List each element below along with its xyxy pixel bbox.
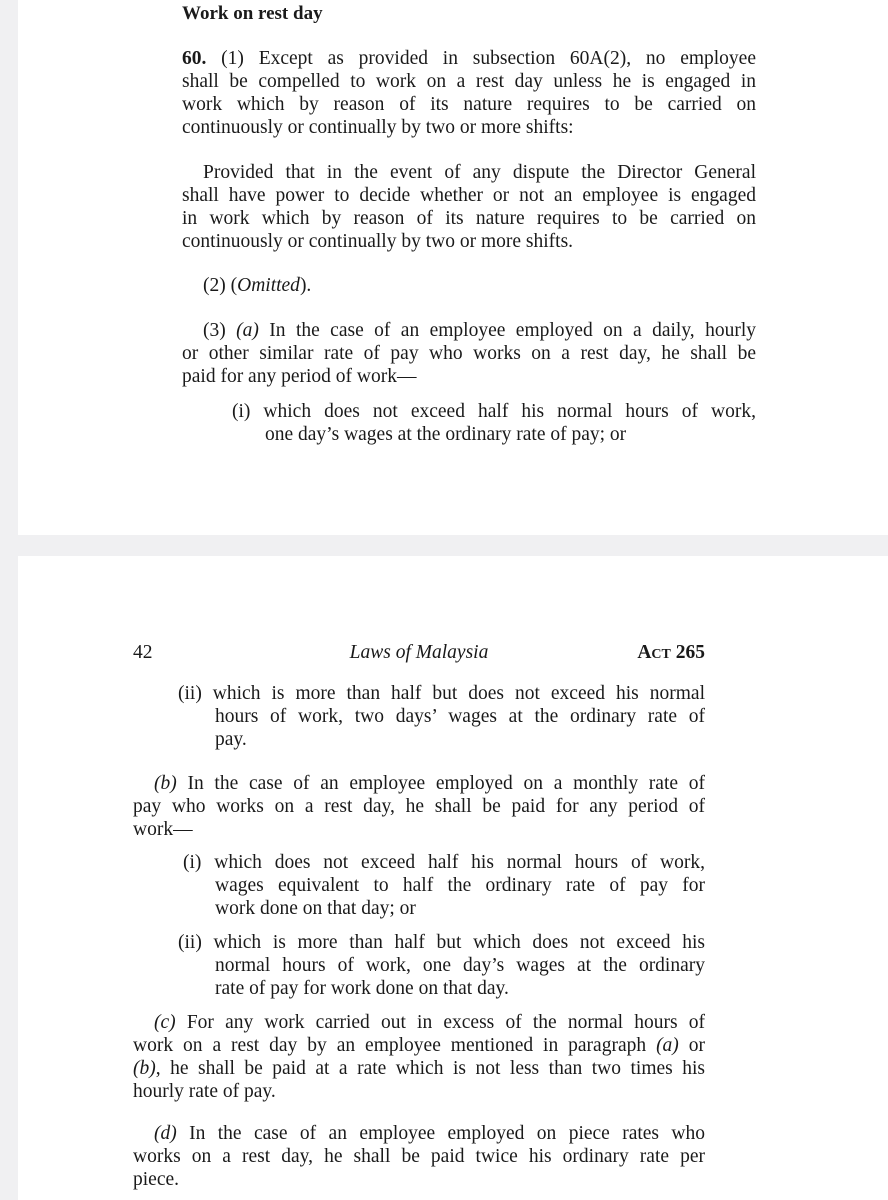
section-heading-text: Work on rest day	[182, 3, 323, 24]
subparagraph-b-i-line-3: work done on that day; or	[215, 898, 416, 919]
para-d-label: (d)	[154, 1123, 177, 1144]
section-number: 60.	[182, 48, 207, 69]
proviso-line-3: in work which by reason of its nature requires to be carried on	[182, 208, 756, 229]
subparagraph-b-ii-line-1: (ii) which is more than half but which does not exceed his	[178, 932, 705, 953]
act-number: Act 265	[637, 642, 705, 663]
para-d-text: In the case of an employee employed on piece rates who	[176, 1123, 705, 1144]
subparagraph-a-ii-line-3: pay.	[215, 729, 247, 750]
subparagraph-b-i-line-1: (i) which does not exceed half his normal hours of work,	[183, 852, 705, 873]
p3-text: In the case of an employee employed on a daily, hourly	[258, 320, 756, 341]
paragraph-b-line-2: pay who works on a rest day, he shall be paid for any period of	[133, 796, 705, 817]
p1-text-b: (2), no employee	[603, 48, 756, 69]
subsection-3a-line-2: or other similar rate of pay who works on a rest day, he shall be	[182, 343, 756, 364]
paragraph-b-line-1	[154, 773, 705, 795]
proviso-line-4: continuously or continually by two or more shifts.	[182, 231, 574, 252]
subsection-1-line-1	[182, 48, 756, 70]
para-c-text: For any work carried out in excess of the normal hours of	[175, 1012, 705, 1033]
paragraph-d-line-2: works on a rest day, he shall be paid twice his ordinary rate per	[133, 1146, 705, 1167]
p1-text-a: (1) Except as provided in subsection 60	[221, 48, 590, 69]
p2-omitted: Omitted	[237, 275, 300, 296]
para-b-label: (b)	[154, 773, 177, 794]
paragraph-c-line-1	[154, 1012, 705, 1034]
subsection-3a-line-1	[203, 320, 756, 342]
subparagraph-a-ii-line-1: (ii) which is more than half but does not exceed his normal	[178, 683, 705, 704]
para-c-text-3: , he shall be paid at a rate which is not less than two times his	[155, 1058, 705, 1079]
paragraph-b-line-3: work—	[133, 819, 193, 840]
subparagraph-a-i-line-2: one day’s wages at the ordinary rate of pay; or	[265, 424, 627, 445]
p2-close: ).	[299, 275, 312, 296]
subsection-1-line-3: work which by reason of its nature requires to be carried on	[182, 94, 756, 115]
subparagraph-b-ii-line-2: normal hours of work, one day’s wages at the ordinary	[215, 955, 705, 976]
paragraph-c-line-4: hourly rate of pay.	[133, 1081, 276, 1102]
p1-subsection-letter: A	[589, 48, 604, 69]
running-title: Laws of Malaysia	[349, 642, 489, 663]
paragraph-d-line-1	[154, 1123, 705, 1145]
p3-number: (3)	[203, 320, 237, 341]
subsection-3a-line-3: paid for any period of work—	[182, 366, 417, 387]
page-number: 42	[133, 642, 153, 663]
subparagraph-a-ii-line-2: hours of work, two days’ wages at the ordinary rate of	[215, 706, 705, 727]
paragraph-c-line-2	[133, 1035, 705, 1057]
para-c-ref-a: (a)	[656, 1035, 679, 1056]
paragraph-c-line-3	[133, 1058, 705, 1080]
para-c-text-2: work on a rest day by an employee mentioned in paragraph	[133, 1035, 657, 1056]
subparagraph-b-i-line-2: wages equivalent to half the ordinary rate of pay for	[215, 875, 705, 896]
paragraph-d-line-3: piece.	[133, 1169, 180, 1190]
document-page-top	[18, 0, 888, 535]
para-c-ref-b: (b)	[133, 1058, 156, 1079]
section-heading	[182, 3, 323, 25]
para-b-text: In the case of an employee employed on a monthly rate of	[176, 773, 705, 794]
p2-open: (2) (	[203, 275, 238, 296]
proviso-line-2: shall have power to decide whether or not an employee is engaged	[182, 185, 756, 206]
p3-para-a: (a)	[236, 320, 259, 341]
para-c-or: or	[678, 1035, 705, 1056]
subsection-2	[203, 275, 311, 297]
subsection-1-line-4: continuously or continually by two or more shifts:	[182, 117, 574, 138]
subsection-1-line-2: shall be compelled to work on a rest day unless he is engaged in	[182, 71, 756, 92]
document-page-bottom	[18, 556, 888, 1200]
proviso-line-1: Provided that in the event of any dispute the Director General	[203, 162, 756, 183]
subparagraph-b-ii-line-3: rate of pay for work done on that day.	[215, 978, 509, 999]
para-c-label: (c)	[154, 1012, 176, 1033]
subparagraph-a-i-line-1: (i) which does not exceed half his normal hours of work,	[232, 401, 756, 422]
